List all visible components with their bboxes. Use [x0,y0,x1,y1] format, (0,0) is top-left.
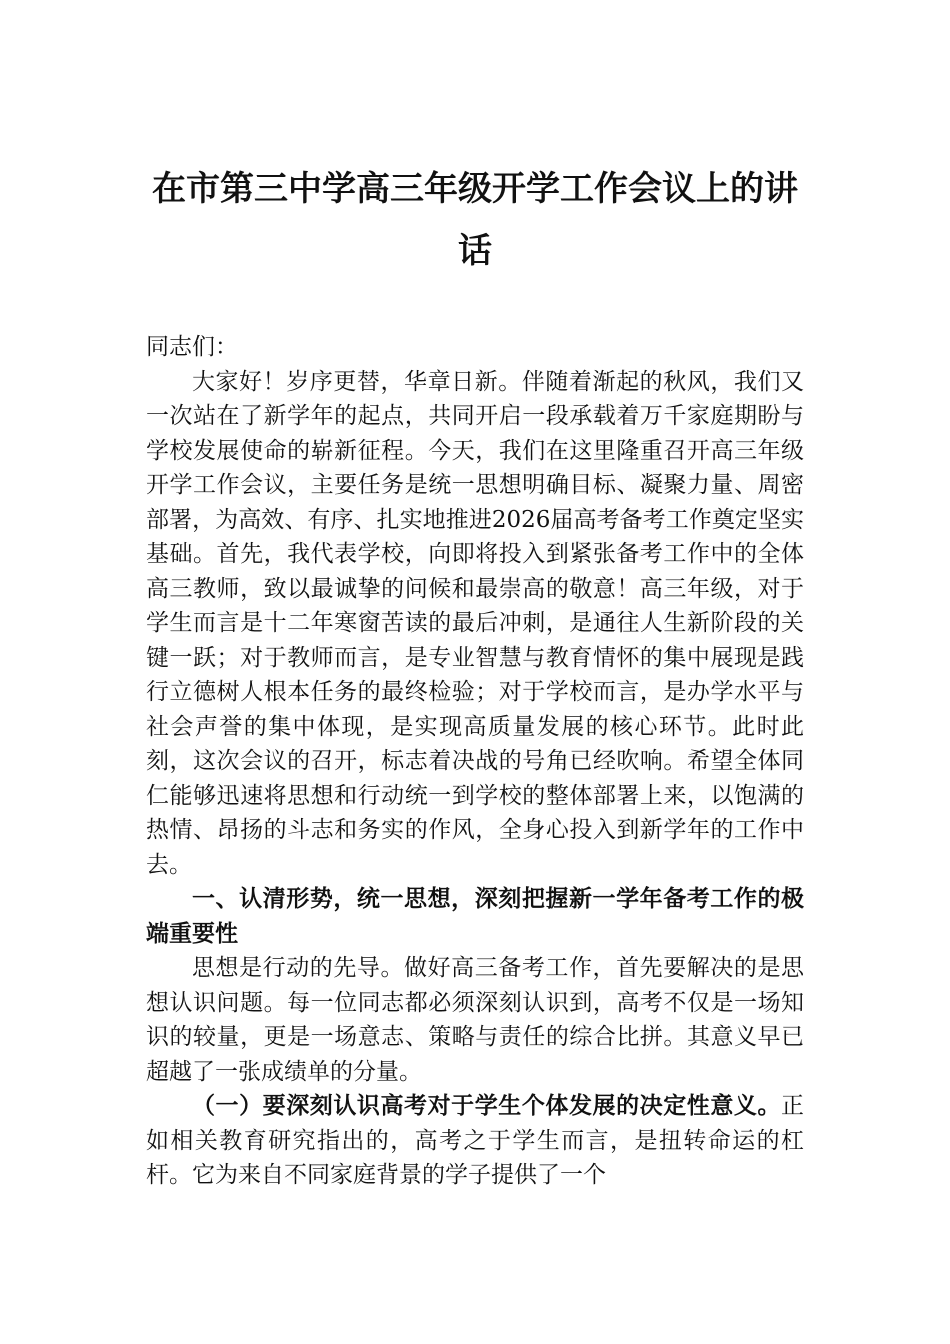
document-content [146,158,804,1193]
section-heading-1: 一、认清形势，统一思想，深刻把握新一学年备考工作的极端重要性 [146,886,804,947]
salutation: 同志们： [146,334,238,360]
paragraph-subsection-1 [146,1089,804,1193]
subsection-text-1: 正如相关教育研究指出的，高考之于学生而言，是扭转命运的杠杆。它为来自不同家庭背景的学子提供了一个 [146,1093,804,1188]
subsection-heading-1: （一）要深刻认识高考对于学生个体发展的决定性意义。 [192,1092,781,1119]
document-title: 在市第三中学高三年级开学工作会议上的讲话 [152,169,798,271]
paragraph-section-1: 思想是行动的先导。做好高三备考工作，首先要解决的是思想认识问题。每一位同志都必须深刻认识到，高考不仅是一场知识的较量，更是一场意志、策略与责任的综合比拼。其意义早已超越了一张成绩单的分量。 [146,955,804,1085]
paragraph-opening: 大家好！岁序更替，华章日新。伴随着渐起的秋风，我们又一次站在了新学年的起点，共同开启一段承载着万千家庭期盼与学校发展使命的崭新征程。今天，我们在这里隆重召开高三年级开学工作会议，主要任务是统一思想明确目标、凝聚力量、周密部署，为高效、有序、扎实地推进2026届高考备考工作奠定坚实基础。首先，我代表学校，向即将投入到紧张备考工作中的全体高三教师，致以最诚挚的问候和最崇高的敬意！高三年级，对于学生而言是十二年寒窗苦读的最后冲刺，是通往人生新阶段的关键一跃；对于教师而言，是专业智慧与教育情怀的集中展现是践行立德树人根本任务的最终检验；对于学校而言，是办学水平与社会声誉的集中体现，是实现高质量发展的核心环节。此时此刻，这次会议的召开，标志着决战的号角已经吹响。希望全体同仁能够迅速将思想和行动统一到学校的整体部署上来，以饱满的热情、昂扬的斗志和务实的作风，全身心投入到新学年的工作中去。 [146,368,804,878]
